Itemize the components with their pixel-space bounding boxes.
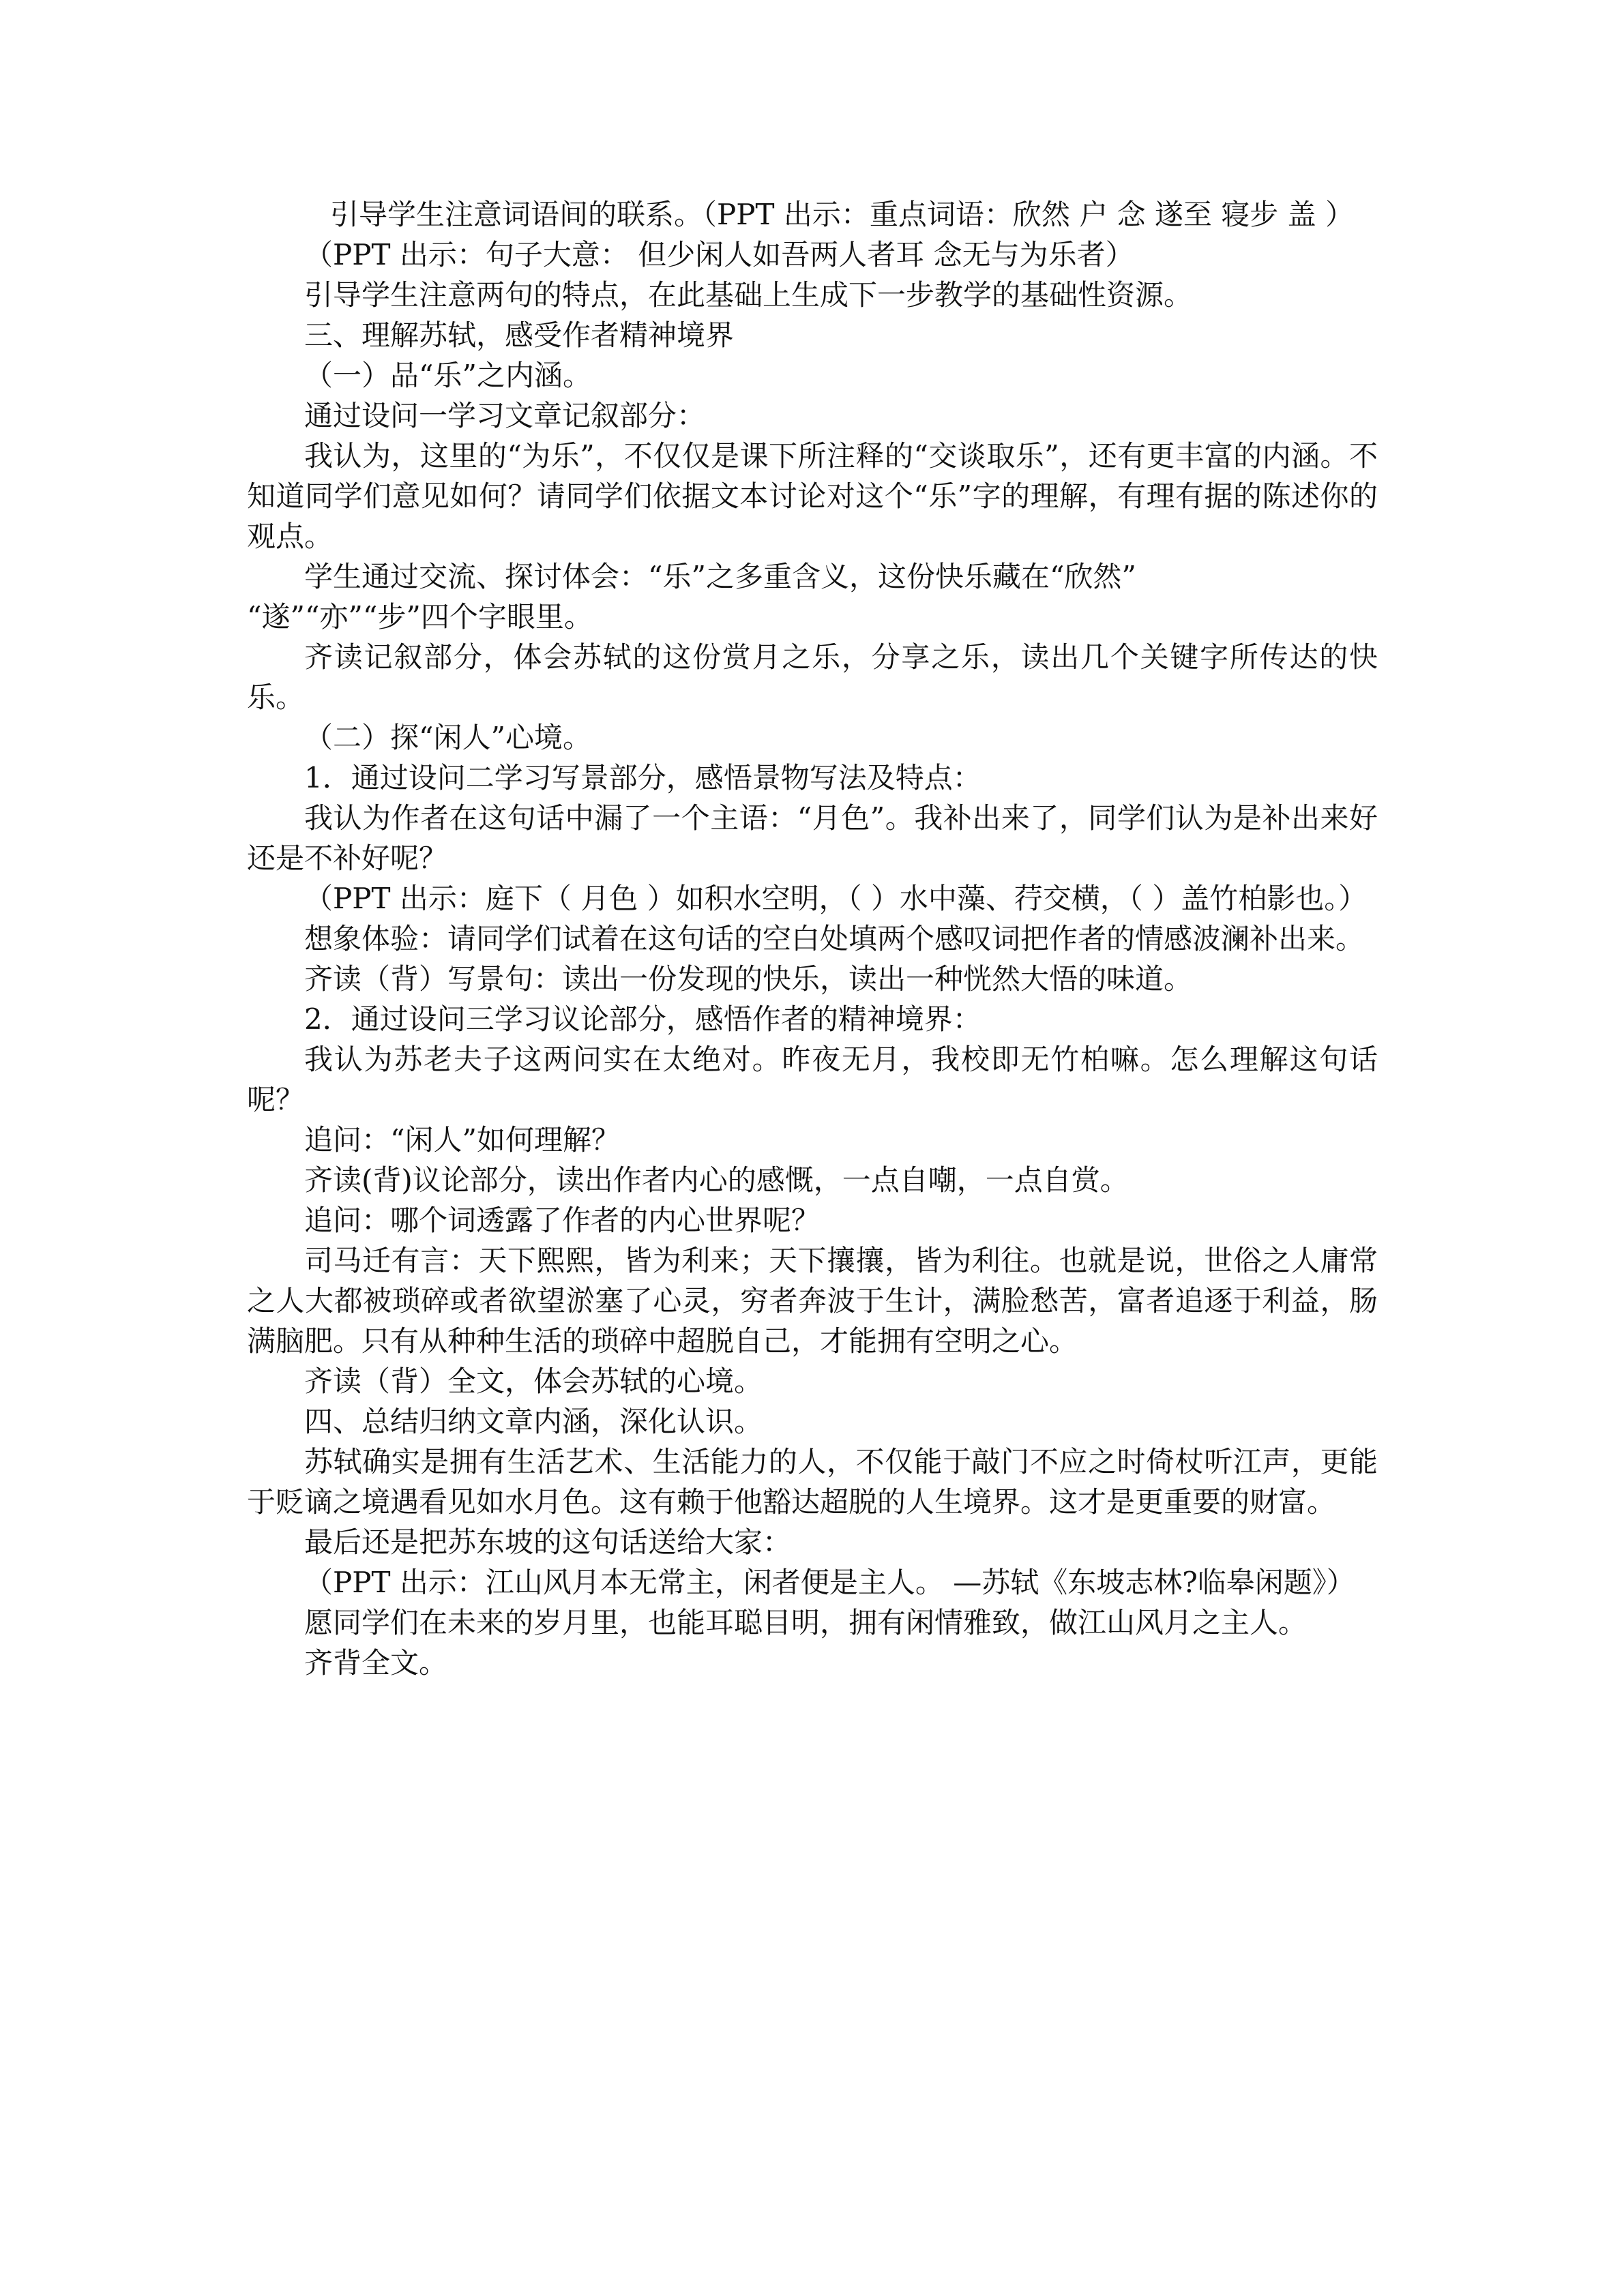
paragraph: 追问：哪个词透露了作者的内心世界呢？: [304, 1204, 821, 1237]
document-body: [247, 194, 1378, 1683]
paragraph: 最后还是把苏东坡的这句话送给大家：: [304, 1525, 792, 1559]
subsection-heading: （二）探“闲人”心境。: [304, 721, 591, 754]
paragraph: 我认为，这里的“为乐”，不仅仅是课下所注释的“交谈取乐”，还有更丰富的内涵。不知道同学们意见如何？请同学们依据文本讨论对这个“乐”字的理解，有理有据的陈述你的观点。: [247, 439, 1378, 553]
section-heading: 三、理解苏轼，感受作者精神境界: [304, 318, 735, 352]
paragraph: 我认为苏老夫子这两问实在太绝对。昨夜无月，我校即无竹柏嘛。怎么理解这句话呢？: [247, 1043, 1378, 1116]
paragraph: 齐读（背）写景句：读出一份发现的快乐，读出一种恍然大悟的味道。: [304, 962, 1193, 996]
paragraph: 通过设问一学习文章记叙部分：: [304, 399, 706, 432]
paragraph: （PPT 出示：江山风月本无常主，闲者便是主人。 —苏轼《东坡志林?临皋闲题》）: [304, 1566, 1355, 1599]
paragraph: 司马迁有言：天下熙熙，皆为利来；天下攘攘，皆为利往。也就是说，世俗之人庸常之人大都被琐碎或者欲望淤塞了心灵，穷者奔波于生计，满脸愁苦，富者追逐于利益，肠满脑肥。只有从种种生活的琐碎中超脱自己，才能拥有空明之心。: [247, 1244, 1378, 1358]
paragraph: （PPT 出示：句子大意： 但少闲人如吾两人者耳 念无与为乐者）: [304, 238, 1134, 271]
paragraph: 齐读记叙部分，体会苏轼的这份赏月之乐，分享之乐，读出几个关键字所传达的快乐。: [247, 640, 1378, 714]
paragraph: 齐读(背)议论部分，读出作者内心的感慨，一点自嘲，一点自赏。: [304, 1163, 1129, 1197]
paragraph: 齐读（背）全文，体会苏轼的心境。: [304, 1365, 763, 1398]
paragraph: 学生通过交流、探讨体会：“乐”之多重含义，这份快乐藏在“欣然”: [304, 560, 1136, 593]
paragraph: 引导学生注意两句的特点，在此基础上生成下一步教学的基础性资源。: [304, 278, 1193, 312]
paragraph: 追问：“闲人”如何理解？: [304, 1123, 620, 1157]
paragraph: 齐背全文。: [304, 1646, 448, 1680]
paragraph: 引导学生注意词语间的联系。（PPT 出示：重点词语：欣然 户 念 遂至 寝步 盖 ）: [330, 198, 1354, 231]
section-heading: 四、总结归纳文章内涵，深化认识。: [304, 1405, 763, 1438]
paragraph: 2．通过设问三学习议论部分，感悟作者的精神境界：: [304, 1002, 981, 1036]
paragraph: （PPT 出示：庭下（ 月色 ）如积水空明，（ ）水中藻、荇交横，（ ）盖竹柏影也。）: [304, 882, 1368, 915]
paragraph: “遂”“亦”“步”四个字眼里。: [247, 600, 593, 633]
paragraph: 愿同学们在未来的岁月里，也能耳聪目明，拥有闲情雅致，做江山风月之主人。: [304, 1606, 1308, 1639]
paragraph: 1．通过设问二学习写景部分，感悟景物写法及特点：: [304, 761, 981, 794]
paragraph: 我认为作者在这句话中漏了一个主语：“月色”。我补出来了，同学们认为是补出来好还是不补好呢？: [247, 801, 1378, 875]
paragraph: 想象体验：请同学们试着在这句话的空白处填两个感叹词把作者的情感波澜补出来。: [304, 922, 1365, 955]
paragraph: 苏轼确实是拥有生活艺术、生活能力的人，不仅能于敲门不应之时倚杖听江声，更能于贬谪之境遇看见如水月色。这有赖于他豁达超脱的人生境界。这才是更重要的财富。: [247, 1445, 1378, 1519]
subsection-heading: （一）品“乐”之内涵。: [304, 359, 591, 392]
